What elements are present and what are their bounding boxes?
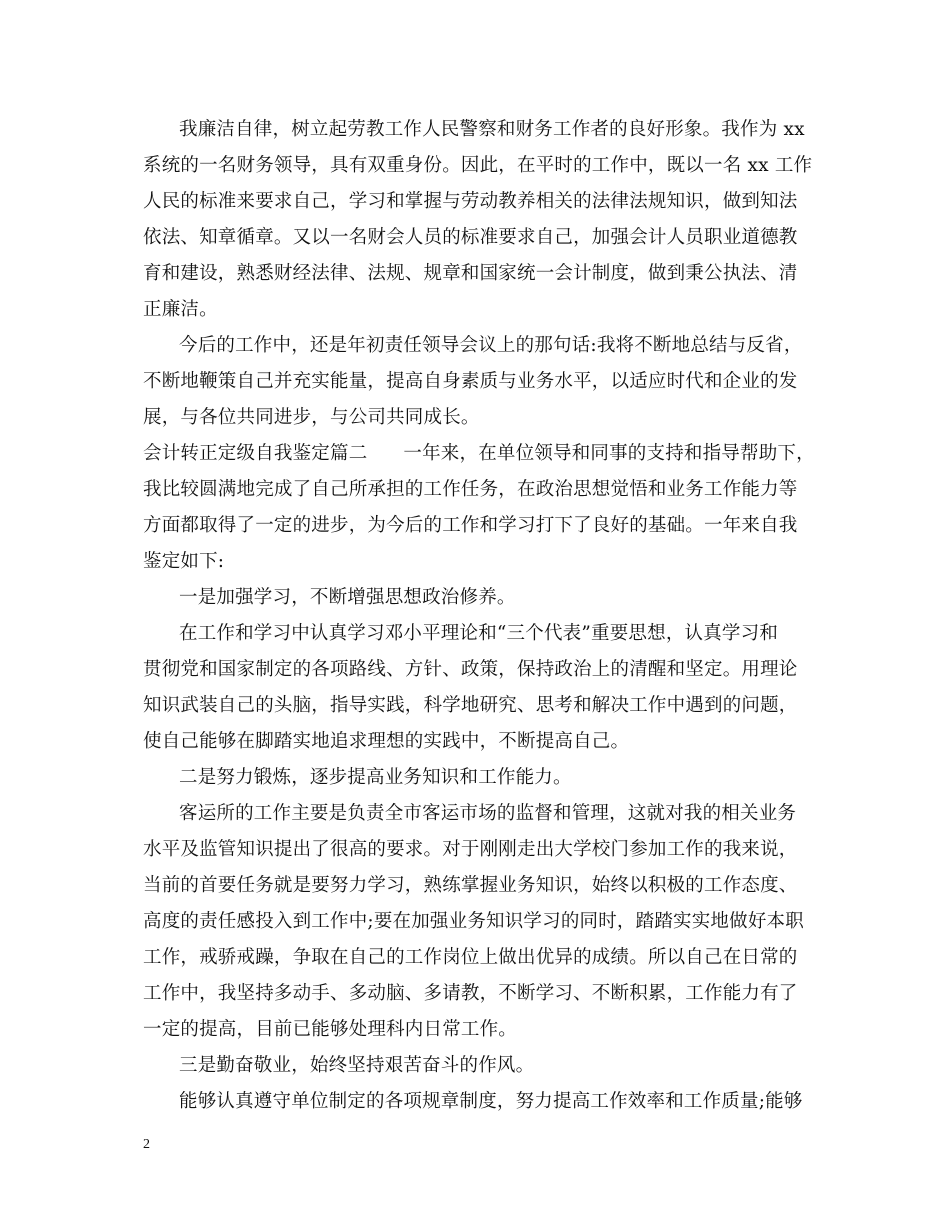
text-line: 不断地鞭策自己并充实能量，提高自身素质与业务水平，以适应时代和企业的发 — [143, 371, 798, 392]
text-line: 系统的一名财务领导，具有双重身份。因此，在平时的工作中，既以一名 xx 工作 — [143, 155, 813, 176]
section-intro-text: 一年来，在单位领导和同事的支持和指导帮助下， — [403, 443, 815, 464]
text-line: 今后的工作中，还是年初责任领导会议上的那句话:我将不断地总结与反省， — [179, 335, 803, 356]
text-line: 我廉洁自律，树立起劳教工作人民警察和财务工作者的良好形象。我作为 xx — [179, 119, 805, 140]
subheading-line: 三是勤奋敬业，始终坚持艰苦奋斗的作风。 — [179, 1055, 535, 1076]
text-line: 工作中，我坚持多动手、多动脑、多请教，不断学习、不断积累，工作能力有了 — [143, 983, 798, 1004]
section-heading: 会计转正定级自我鉴定篇二 — [143, 443, 368, 464]
text-line: 正廉洁。 — [143, 299, 218, 320]
text-line: 工作，戒骄戒躁，争取在自己的工作岗位上做出优异的成绩。所以自己在日常的 — [143, 947, 798, 968]
text-line: 贯彻党和国家制定的各项路线、方针、政策，保持政治上的清醒和坚定。用理论 — [143, 659, 798, 680]
text-line: 知识武装自己的头脑，指导实践，科学地研究、思考和解决工作中遇到的问题， — [143, 695, 798, 716]
text-line: 水平及监管知识提出了很高的要求。对于刚刚走出大学校门参加工作的我来说， — [143, 839, 798, 860]
page-number: 2 — [143, 1137, 150, 1152]
text-line: 人民的标准来要求自己，学习和掌握与劳动教养相关的法律法规知识，做到知法 — [143, 191, 798, 212]
text-line: 依法、知章循章。又以一名财会人员的标准要求自己，加强会计人员职业道德教 — [143, 227, 798, 248]
text-line: 展，与各位共同进步，与公司共同成长。 — [143, 407, 480, 428]
document-body — [143, 112, 823, 1120]
text-line: 能够认真遵守单位制定的各项规章制度，努力提高工作效率和工作质量;能够 — [179, 1091, 803, 1112]
subheading-line: 一是加强学习，不断增强思想政治修养。 — [179, 587, 516, 608]
text-line: 鉴定如下: — [143, 551, 225, 572]
text-line: 一定的提高，目前已能够处理科内日常工作。 — [143, 1019, 518, 1040]
text-line: 高度的责任感投入到工作中;要在加强业务知识学习的同时，踏踏实实地做好本职 — [143, 911, 804, 932]
subheading-line: 二是努力锻炼，逐步提高业务知识和工作能力。 — [179, 767, 572, 788]
text-line: 育和建设，熟悉财经法律、法规、规章和国家统一会计制度，做到秉公执法、清 — [143, 263, 798, 284]
text-line: 使自己能够在脚踏实地追求理想的实践中，不断提高自己。 — [143, 731, 630, 752]
text-line: 方面都取得了一定的进步，为今后的工作和学习打下了良好的基础。一年来自我 — [143, 515, 798, 536]
text-line: 当前的首要任务就是要努力学习，熟练掌握业务知识，始终以积极的工作态度、 — [143, 875, 798, 896]
text-line: 在工作和学习中认真学习邓小平理论和“三个代表”重要思想，认真学习和 — [179, 623, 779, 644]
text-line: 我比较圆满地完成了自己所承担的工作任务，在政治思想觉悟和业务工作能力等 — [143, 479, 798, 500]
section-heading-line — [143, 436, 823, 472]
text-line: 客运所的工作主要是负责全市客运市场的监督和管理，这就对我的相关业务 — [179, 803, 797, 824]
